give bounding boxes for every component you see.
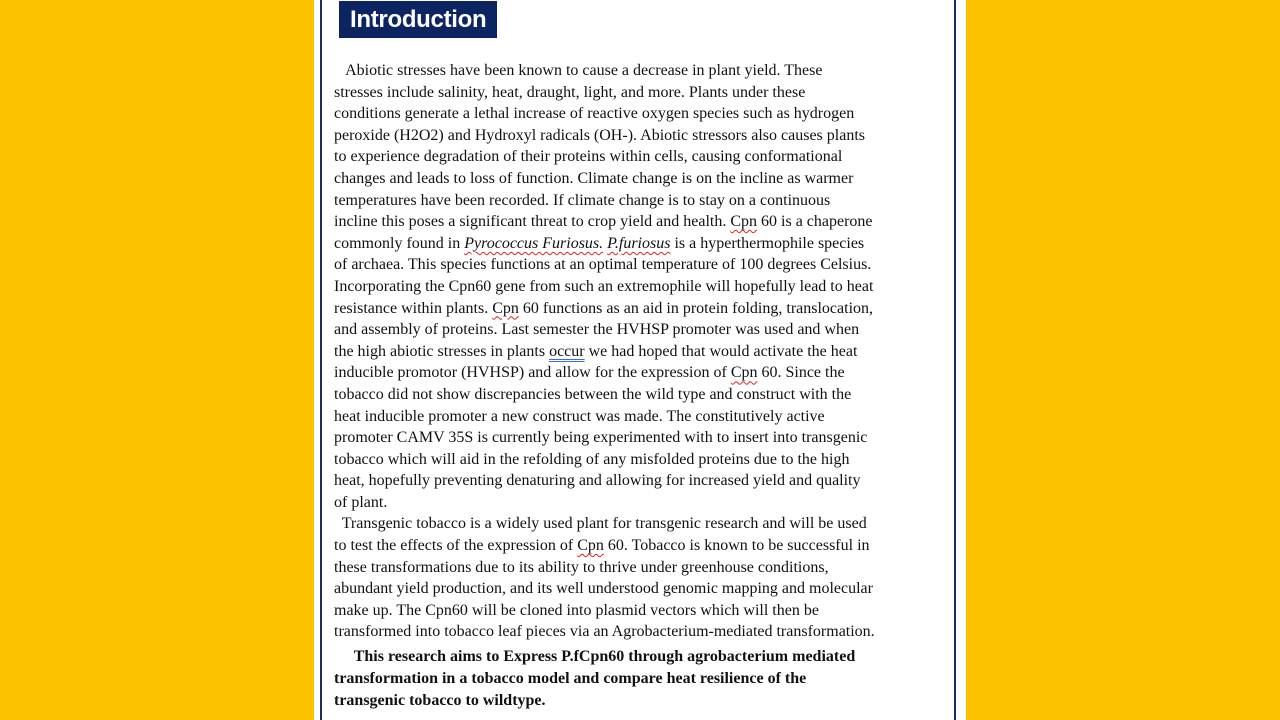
text-segment: and assembly of proteins. Last semester the HVHSP promoter was used and when (334, 321, 860, 339)
text-line (334, 341, 940, 363)
text-line (334, 557, 940, 579)
text-segment: Cpn (577, 537, 604, 555)
text-line (334, 146, 940, 168)
text-segment: occur (549, 342, 585, 360)
text-segment: Transgenic tobacco is a widely used plant for transgenic research and will be used (334, 515, 867, 533)
text-segment: 60. Since the (757, 364, 845, 382)
text-segment: resistance within plants. (334, 299, 493, 317)
text-segment: make up. The Cpn60 will be cloned into plasmid vectors which will then be (334, 601, 819, 619)
text-segment: Incorporating the Cpn60 gene from such an extremophile will hopefully lead to heat (334, 277, 874, 295)
text-segment: of plant. (334, 493, 388, 511)
text-segment: the high abiotic stresses in plants (334, 342, 550, 360)
text-segment: heat inducible promoter a new construct was made. The constitutively active (334, 407, 825, 425)
text-line (334, 168, 940, 190)
text-segment: This research aims to Express P.fCpn60 through agrobacterium mediated (334, 648, 856, 666)
text-line (334, 600, 940, 622)
text-segment: transformation in a tobacco model and compare heat resilience of the (334, 670, 807, 688)
text-segment: Abiotic stresses have been known to cause a decrease in plant yield. These (334, 62, 823, 79)
section-heading: Introduction (339, 1, 497, 38)
paragraph-transgenic-tobacco (334, 513, 940, 643)
text-segment: to test the effects of the expression of (334, 537, 578, 555)
text-segment: we had hoped that would activate the heat (584, 342, 858, 360)
text-segment: to experience degradation of their proteins within cells, causing conformational (334, 148, 843, 166)
text-line (334, 578, 940, 600)
text-line (334, 646, 940, 668)
text-segment: conditions generate a lethal increase of reactive oxygen species such as hydrogen (334, 105, 855, 123)
text-segment: 60 functions as an aid in protein folding, translocation, (518, 299, 874, 317)
text-segment: abundant yield production, and its well understood genomic mapping and molecular (334, 580, 873, 598)
text-segment: these transformations due to its ability to thrive under greenhouse conditions, (334, 558, 829, 576)
text-line (334, 233, 940, 255)
text-line (334, 254, 940, 276)
text-line (334, 190, 940, 212)
text-segment: commonly found in (334, 234, 465, 252)
text-line (334, 690, 940, 712)
text-line (334, 668, 940, 690)
text-line (334, 319, 940, 341)
text-segment: P.furiosus (607, 234, 671, 252)
text-line (334, 492, 940, 514)
text-line (334, 535, 940, 557)
text-segment: peroxide (H2O2) and Hydroxyl radicals (OH-). Abiotic stressors also causes plants (334, 126, 865, 144)
text-segment: promoter CAMV 35S is currently being experimented with to insert into transgenic (334, 429, 868, 447)
text-line (334, 298, 940, 320)
text-segment: changes and leads to loss of function. Climate change is on the incline as warmer (334, 169, 854, 187)
text-segment: Cpn (730, 364, 758, 382)
text-line (334, 362, 940, 384)
text-line (334, 125, 940, 147)
text-line (334, 621, 940, 643)
text-segment: Cpn (492, 299, 519, 317)
text-line (334, 60, 940, 82)
body-text (334, 60, 940, 712)
text-line (334, 103, 940, 125)
paragraph-abiotic-stresses (334, 60, 940, 513)
text-line (334, 427, 940, 449)
text-segment: of archaea. This species functions at an optimal temperature of 100 degrees Celsius. (334, 256, 872, 274)
text-segment: temperatures have been recorded. If climate change is to stay on a continuous (334, 191, 831, 209)
text-line (334, 211, 940, 233)
text-segment: tobacco which will aid in the refolding of any misfolded proteins due to the high (334, 450, 850, 468)
text-segment: incline this poses a significant threat to crop yield and health. (334, 213, 731, 231)
text-segment: inducible promotor (HVHSP) and allow for the expression of (334, 364, 731, 382)
text-line (334, 449, 940, 471)
text-segment: is a hyperthermophile species (670, 234, 865, 252)
text-segment: stresses include salinity, heat, draught, light, and more. Plants under these (334, 83, 806, 101)
text-line (334, 384, 940, 406)
text-line (334, 513, 940, 535)
text-segment: transgenic tobacco to wildtype. (334, 692, 546, 710)
text-segment: 60. Tobacco is known to be successful in (603, 537, 870, 555)
text-line (334, 276, 940, 298)
text-segment: Pyrococcus Furiosus. (464, 234, 604, 252)
text-line (334, 470, 940, 492)
paragraph-research-aim (334, 646, 940, 712)
text-segment: Cpn (730, 213, 758, 231)
text-segment: transformed into tobacco leaf pieces via an Agrobacterium-mediated transformation. (334, 623, 875, 641)
text-segment: heat, hopefully preventing denaturing and allowing for increased yield and quality (334, 472, 861, 490)
text-segment: 60 is a chaperone (757, 213, 873, 231)
text-segment: tobacco did not show discrepancies between the wild type and construct with the (334, 385, 852, 403)
text-line (334, 82, 940, 104)
text-line (334, 406, 940, 428)
